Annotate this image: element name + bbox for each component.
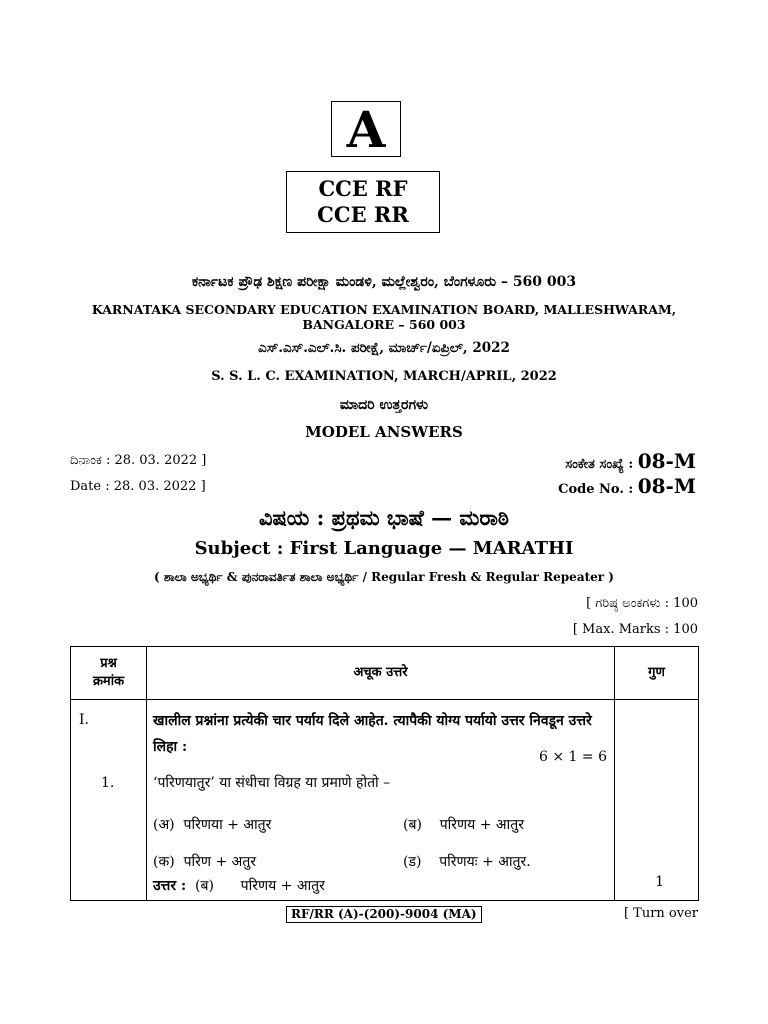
- board-name-english-line2: BANGALORE – 560 003: [302, 317, 466, 332]
- option-d: [403, 852, 531, 871]
- question-text: ‘परिणयातुर’ या संधीचा विग्रह या प्रमाणे होतो –: [153, 775, 391, 791]
- exam-title-english: S. S. L. C. EXAMINATION, MARCH/APRIL, 2022: [211, 369, 557, 384]
- cce-line-rf: CCE RF: [318, 176, 408, 201]
- exam-title-kannada: ಎಸ್.ಎಸ್.ಎಲ್.ಸಿ. ಪರೀಕ್ಷೆ, ಮಾರ್ಚ್/ಏಪ್ರಿಲ್, 2022: [258, 340, 510, 356]
- answer-label: उत्तर :: [153, 878, 187, 894]
- option-c-label: (क): [153, 854, 175, 870]
- marks-cell: [615, 700, 699, 901]
- code-number-english: [558, 474, 696, 498]
- candidate-type: ( ಶಾಲಾ ಅಭ್ಯರ್ಥಿ & ಪುನರಾವರ್ತಿತ ಶಾಲಾ ಅಭ್ಯರ್ಥಿ / Regular Fresh & Regular Repeater ): [154, 570, 614, 584]
- option-d-label: (ड): [403, 854, 422, 870]
- option-a-label: (अ): [153, 817, 175, 833]
- table-row: [71, 700, 699, 901]
- header-correct-answers: अचूक उत्तरे: [147, 647, 615, 700]
- question-number: 1.: [101, 775, 115, 791]
- option-c: [153, 852, 256, 871]
- answer-line: [153, 876, 325, 895]
- question-number-cell: [71, 700, 147, 901]
- board-name-kannada: ಕರ್ನಾಟಕ ಪ್ರೌಢ ಶಿಕ್ಷಣ ಪರೀಕ್ಷಾ ಮಂಡಳಿ, ಮಲ್ಲೇಶ್ವರಂ, ಬೆಂಗಳೂರು – 560 003: [191, 274, 577, 290]
- answer-option: (ब): [195, 878, 214, 894]
- paper-code: RF/RR (A)-(200)-9004 (MA): [286, 906, 482, 923]
- option-a-text: परिणया + आतुर: [183, 817, 272, 833]
- option-b-label: (ब): [403, 817, 422, 833]
- turn-over: [ Turn over: [623, 906, 698, 921]
- option-b: [403, 815, 524, 834]
- board-name-english-line1: KARNATAKA SECONDARY EDUCATION EXAMINATION BOARD, MALLESHWARAM,: [91, 302, 677, 317]
- code-label-english: Code No. :: [558, 482, 638, 497]
- model-answers-english: MODEL ANSWERS: [305, 423, 463, 441]
- answers-table: [70, 646, 699, 901]
- option-d-text: परिणयः + आतुर.: [439, 854, 531, 870]
- date-english: Date : 28. 03. 2022 ]: [70, 479, 206, 494]
- cce-line-rr: CCE RR: [317, 202, 409, 227]
- subject-english: Subject : First Language — MARATHI: [194, 538, 574, 559]
- board-name-english: [0, 302, 768, 332]
- marks-value: 1: [655, 874, 664, 890]
- instruction-marks: 6 × 1 = 6: [539, 749, 607, 765]
- max-marks-english: [ Max. Marks : 100: [572, 622, 698, 637]
- max-marks-kannada: [ ಗರಿಷ್ಠ ಅಂಕಗಳು : 100: [586, 596, 698, 611]
- cce-box: [286, 171, 440, 233]
- instruction: [153, 708, 615, 765]
- code-label-kannada: ಸಂಕೇತ ಸಂಖ್ಯೆ :: [565, 457, 638, 472]
- code-value-kannada: 08-M: [637, 449, 696, 473]
- code-value-english: 08-M: [637, 474, 696, 498]
- answer-text: परिणय + आतुर: [240, 878, 325, 894]
- section-number: I.: [79, 712, 89, 728]
- header-marks: गुण: [615, 647, 699, 700]
- answer-cell: [147, 700, 615, 901]
- instruction-text: खालील प्रश्नांना प्रत्येकी चार पर्याय दिले आहेत. त्यापैकी योग्य पर्यायो उत्तर निवडून उत्तरे लिहा :: [153, 713, 592, 755]
- model-answers-kannada: ಮಾದರಿ ಉತ್ತರಗಳು: [339, 397, 429, 413]
- subject-kannada: ವಿಷಯ : ಪ್ರಥಮ ಭಾಷೆ — ಮರಾಠಿ: [258, 505, 509, 530]
- option-a: [153, 815, 271, 834]
- code-number-kannada: [565, 449, 696, 473]
- date-kannada: ದಿನಾಂಕ : 28. 03. 2022 ]: [70, 453, 207, 468]
- table-header-row: [71, 647, 699, 700]
- option-b-text: परिणय + आतुर: [439, 817, 524, 833]
- header-question-number: प्रश्न क्रमांक: [71, 647, 147, 700]
- version-box: A: [331, 101, 401, 157]
- option-c-text: परिण + अतुर: [183, 854, 257, 870]
